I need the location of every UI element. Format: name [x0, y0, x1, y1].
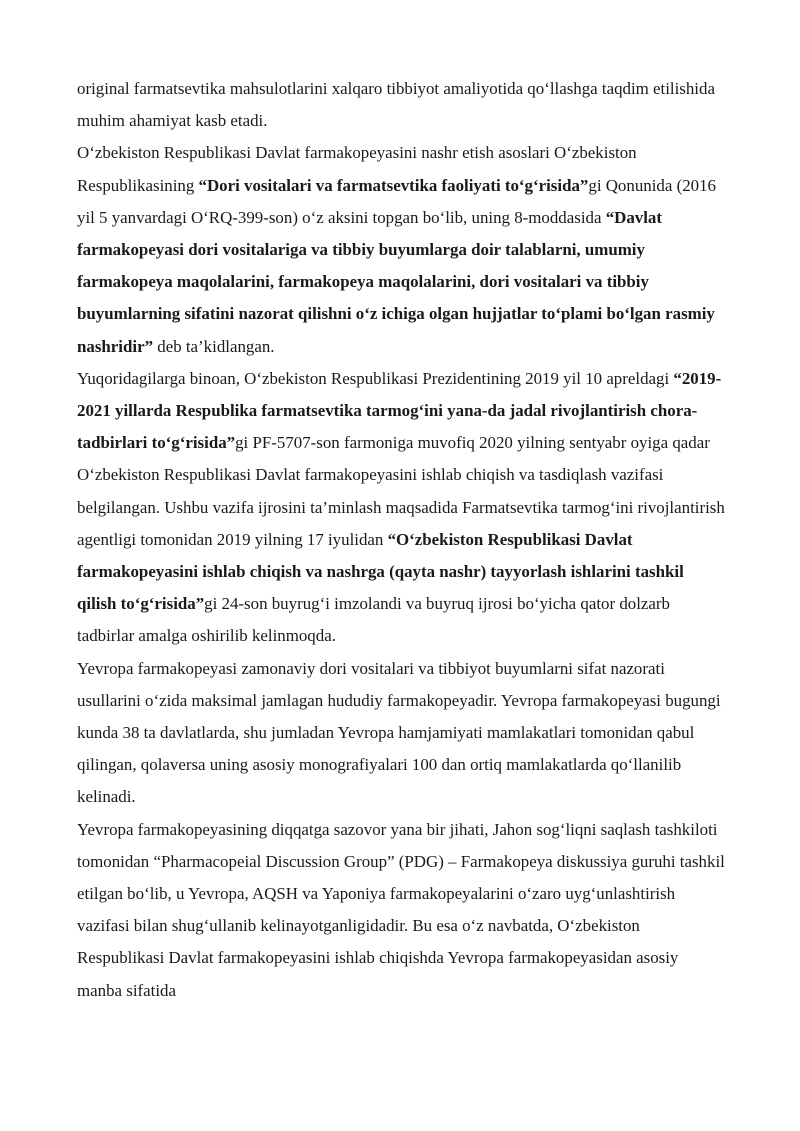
- law-title-bold: “Dori vositalari va farmatsevtika faoliyati to‘g‘risida”: [198, 175, 589, 195]
- document-page: [77, 73, 727, 1007]
- text-run: deb ta’kidlangan.: [153, 336, 275, 356]
- decree-title-bold: “2019-2021 yillarda Respublika farmatsevtika tarmog‘ini yana-da jadal rivojlantirish chora-tadbirlari to‘g‘risida”: [77, 368, 722, 453]
- text-run: Yevropa farmakopeyasining diqqatga sazovor yana bir jihati, Jahon sog‘liqni saqlash tashkiloti tomonidan “Pharmacopeial Discussion Group” (PDG) – Farmakopeya diskussiya guruhi tashkil etilgan bo‘lib, u Yevropa, AQSH va Yaponiya farmakopeyalarini o‘zaro uyg‘unlashtirish vazifasi bilan shug‘ullanib kelinayotganligidadir. Bu esa o‘z navbatda, O‘zbekiston Respublikasi Davlat farmakopeyasini ishlab chiqishda Yevropa farmakopeyasidan asosiy manba sifatida: [77, 819, 725, 1000]
- text-run: gi 24-son buyrug‘i imzolandi va buyruq ijrosi bo‘yicha qator dolzarb tadbirlar amalga oshirilib kelinmoqda.: [77, 594, 670, 646]
- paragraph-4: [77, 653, 727, 814]
- text-run: gi PF-5707-son farmoniga muvofiq 2020 yilning sentyabr oyiga qadar O‘zbekiston Respublikasi Davlat farmakopeyasini ishlab chiqish va tasdiqlash vazifasi belgilangan. Ushbu vazifa ijrosini ta’minlash maqsadida Farmatsevtika tarmog‘ini rivojlantirish agentligi tomonidan 2019 yilning 17 iyulidan: [77, 433, 725, 549]
- paragraph-2: [77, 137, 727, 362]
- paragraph-1: [77, 73, 727, 137]
- order-title-bold: “O‘zbekiston Respublikasi Davlat farmakopeyasini ishlab chiqish va nashrga (qayta nashr) tayyorlash ishlarini tashkil qilish to‘g‘risida”: [77, 529, 684, 614]
- paragraph-3: [77, 363, 727, 653]
- text-run: original farmatsevtika mahsulotlarini xalqaro tibbiyot amaliyotida qo‘llashga taqdim etilishida muhim ahamiyat kasb etadi.: [77, 79, 715, 131]
- text-run: Yevropa farmakopeyasi zamonaviy dori vositalari va tibbiyot buyumlarni sifat nazorati usullarini o‘zida maksimal jamlagan hududiy farmakopeyadir. Yevropa farmakopeyasi bugungi kunda 38 ta davlatlarda, shu jumladan Yevropa hamjamiyati mamlakatlari tomonidan qabul qilingan, qolaversa uning asosiy monografiyalari 100 dan ortiq mamlakatlarda qo‘llanilib kelinadi.: [77, 658, 721, 807]
- paragraph-5: [77, 814, 727, 1007]
- text-run: Yuqoridagilarga binoan, O‘zbekiston Respublikasi Prezidentining 2019 yil 10 apreldagi: [77, 368, 674, 388]
- text-run: gi Qonunida (2016 yil 5 yanvardagi O‘RQ-399-son) o‘z aksini topgan bo‘lib, uning 8-moddasida: [77, 175, 716, 227]
- text-run: O‘zbekiston Respublikasi Davlat farmakopeyasini nashr etish asoslari O‘zbekiston Respublikasining: [77, 143, 637, 195]
- quote-bold: “Davlat farmakopeyasi dori vositalariga va tibbiy buyumlarga doir talablarni, umumiy farmakopeya maqolalarini, farmakopeya maqolalarini, dori vositalari va tibbiy buyumlarning sifatini nazorat qilishni o‘z ichiga olgan hujjatlar to‘plami bo‘lgan rasmiy nashridir”: [77, 207, 715, 356]
